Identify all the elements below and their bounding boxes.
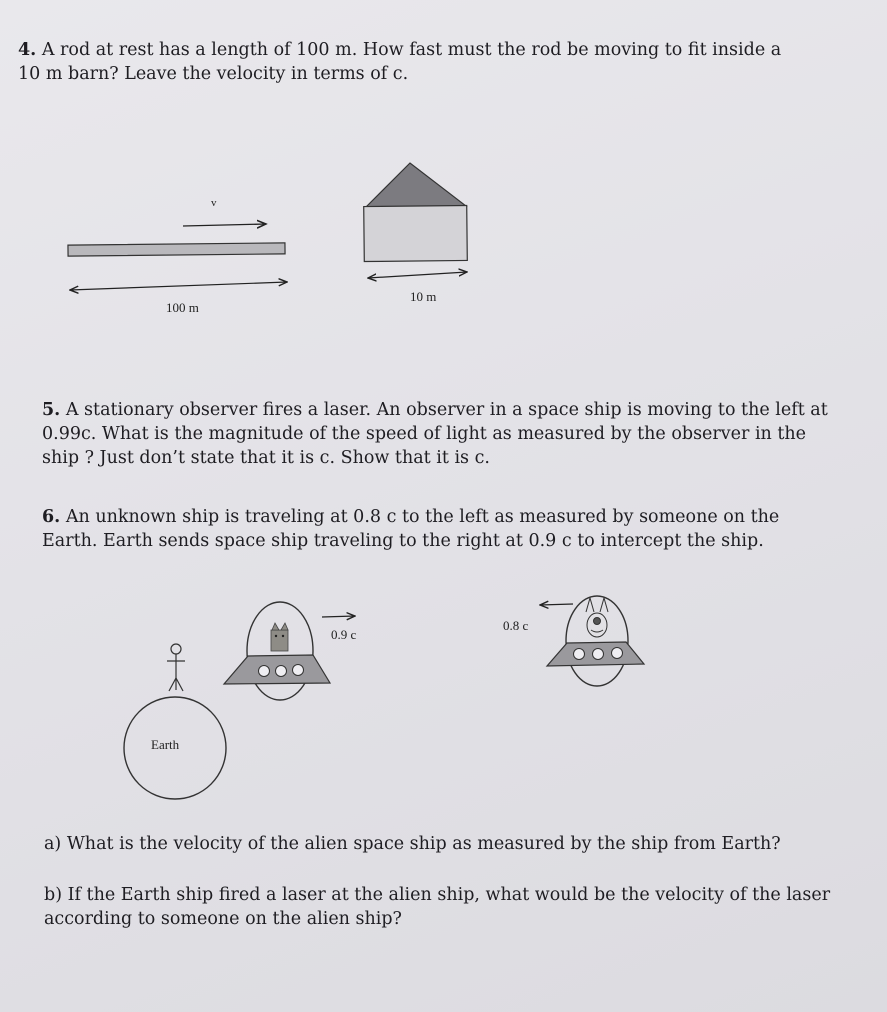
barn-width-label: 10 m [410,289,437,304]
question-5-number: 5. [42,400,61,420]
barn-body [364,205,468,261]
earth-ship-speed-label: 0.9 c [331,627,357,642]
earth-observer [167,644,185,691]
rod-velocity-label: v [211,197,217,209]
earth-ship-velocity-arrow [322,616,355,617]
alien-ship-velocity-arrow [540,604,573,605]
question-4-line-2: 10 m barn? Leave the velocity in terms of c. [18,64,409,84]
question-6-part-b-line-2: according to someone on the alien ship? [44,909,402,929]
question-5 [42,398,828,470]
rod-length-arrow [70,282,287,290]
barn-width-arrow [368,272,467,278]
earth-label: Earth [151,737,180,752]
rod-velocity-arrow [183,224,266,226]
question-6-line-2: Earth. Earth sends space ship traveling to the right at 0.9 c to intercept the ship. [42,531,764,551]
alien-ship-speed-label: 0.8 c [503,618,529,633]
barn-roof [365,163,466,208]
rod-length-label: 100 m [166,300,199,315]
earth-ship [224,602,330,700]
question-4-number: 4. [18,40,37,60]
question-6-part-b-line-1: b) If the Earth ship fired a laser at the alien ship, what would be the velocity of the laser [44,885,831,905]
cat-pilot-icon [271,623,288,651]
question-6-number: 6. [42,507,61,527]
question-6-part-b [44,883,830,931]
question-6-part-a: a) What is the velocity of the alien space ship as measured by the ship from Earth? [44,834,781,854]
alien-ship [547,596,644,686]
question-6 [42,505,779,553]
question-6-line-1: 6. An unknown ship is traveling at 0.8 c to the left as measured by someone on the [42,507,780,527]
alien-pilot-icon [586,598,608,637]
question-5-line-2: 0.99c. What is the magnitude of the speed of light as measured by the observer in the [42,424,807,444]
question-5-line-3: ship ? Just don’t state that it is c. Show that it is c. [42,448,490,468]
rod [68,243,285,256]
question-4-line-1: 4. A rod at rest has a length of 100 m. How fast must the rod be moving to fit inside a [18,40,782,60]
question-5-line-1: 5. A stationary observer fires a laser. An observer in a space ship is moving to the left at [42,400,828,420]
